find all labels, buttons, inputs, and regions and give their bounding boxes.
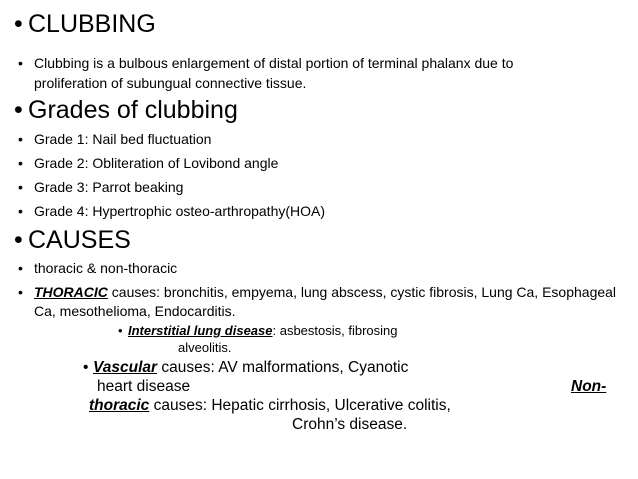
bullet-icon: • <box>14 96 23 124</box>
bullet-icon: • <box>18 55 23 71</box>
bullet-icon: • <box>83 359 89 376</box>
thoracic-causes-line-2 <box>34 304 236 318</box>
grade-text-3: Grade 3: Parrot beaking <box>34 179 184 195</box>
heading-clubbing-text: CLUBBING <box>28 10 156 38</box>
bullet-icon: • <box>18 131 23 147</box>
nonthoracic-text-2: Crohn’s disease. <box>292 416 408 433</box>
interstitial-line-2 <box>178 341 231 354</box>
nonthoracic-line-2 <box>292 417 407 433</box>
vascular-text-2: heart disease <box>97 378 191 395</box>
non-prefix-line <box>571 379 606 395</box>
bullet-icon: • <box>18 179 23 195</box>
grade-item-2 <box>18 156 278 170</box>
vascular-term: Vascular <box>93 359 158 376</box>
bullet-icon: • <box>14 10 23 38</box>
heading-grades-text: Grades of clubbing <box>28 96 238 124</box>
definition-text-2: proliferation of subungual connective tissue. <box>34 75 307 91</box>
vascular-line-2 <box>97 379 190 395</box>
definition-line-2 <box>34 76 306 90</box>
causes-intro <box>18 261 177 275</box>
bullet-icon: • <box>18 260 23 276</box>
bullet-icon: • <box>18 203 23 219</box>
non-prefix: Non- <box>571 378 607 395</box>
causes-intro-text: thoracic & non-thoracic <box>34 260 178 276</box>
vascular-text-1: causes: AV malformations, Cyanotic <box>157 359 409 376</box>
grade-text-4: Grade 4: Hypertrophic osteo-arthropathy(HOA) <box>34 203 326 219</box>
nonthoracic-text-1: causes: Hepatic cirrhosis, Ulcerative colitis, <box>149 397 451 414</box>
thoracic-text-2: Ca, mesothelioma, Endocarditis. <box>34 303 236 319</box>
heading-clubbing <box>14 12 156 37</box>
interstitial-text-2: alveolitis. <box>178 340 232 355</box>
interstitial-line-1 <box>118 324 398 337</box>
nonthoracic-term: thoracic <box>89 397 150 414</box>
grade-text-1: Grade 1: Nail bed fluctuation <box>34 131 212 147</box>
heading-causes-text: CAUSES <box>28 226 131 254</box>
bullet-icon: • <box>14 226 23 254</box>
grade-text-2: Grade 2: Obliteration of Lovibond angle <box>34 155 279 171</box>
vascular-line-1 <box>83 360 408 376</box>
heading-causes <box>14 228 131 253</box>
definition-text-1: Clubbing is a bulbous enlargement of distal portion of terminal phalanx due to <box>34 55 514 71</box>
grade-item-4 <box>18 204 325 218</box>
grade-item-3 <box>18 180 183 194</box>
bullet-icon: • <box>118 323 123 338</box>
bullet-icon: • <box>18 284 23 300</box>
interstitial-text-1: : asbestosis, fibrosing <box>272 323 398 338</box>
grade-item-1 <box>18 132 211 146</box>
bullet-icon: • <box>18 155 23 171</box>
definition-line-1 <box>18 56 513 70</box>
thoracic-term: THORACIC <box>34 284 108 300</box>
heading-grades <box>14 98 238 123</box>
thoracic-text-1: causes: bronchitis, empyema, lung abscess, cystic fibrosis, Lung Ca, Esophageal <box>107 284 617 300</box>
interstitial-term: Interstitial lung disease <box>128 323 273 338</box>
thoracic-causes-line-1 <box>18 285 616 299</box>
nonthoracic-line-1 <box>89 398 451 414</box>
